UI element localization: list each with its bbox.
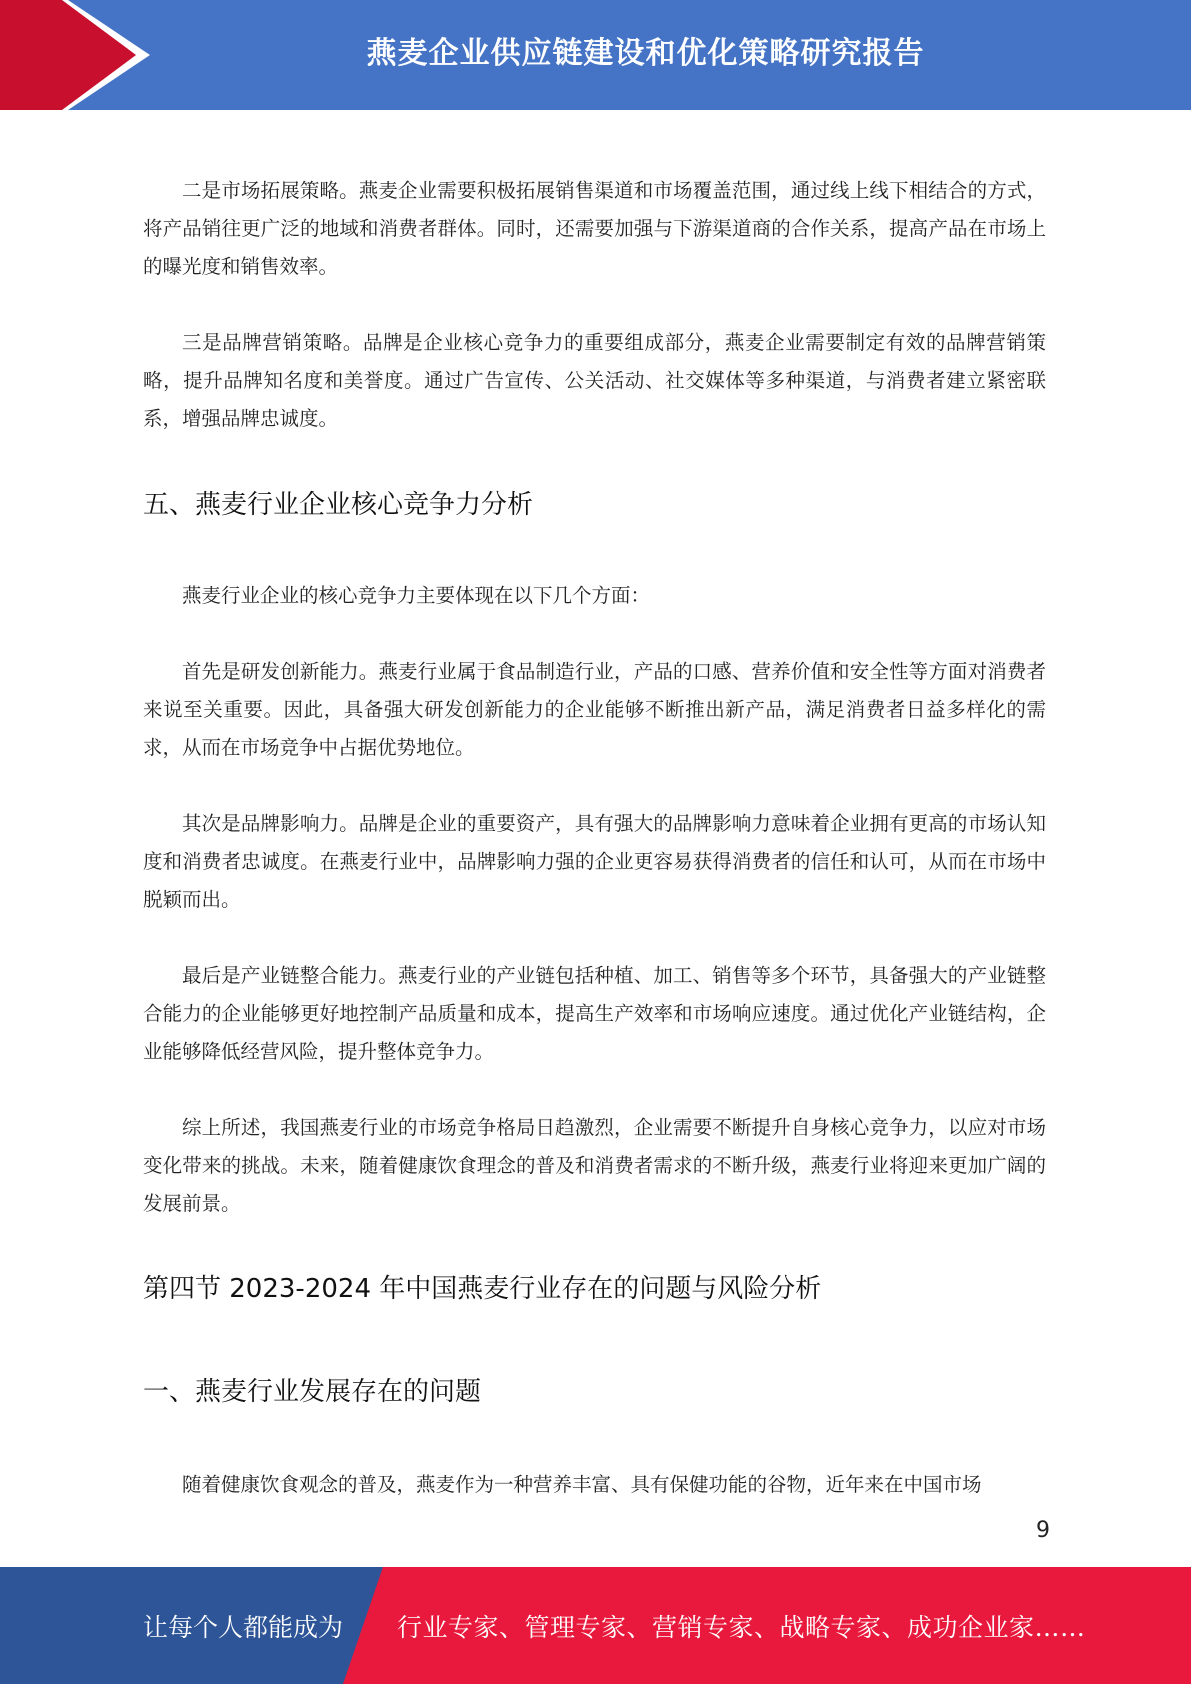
- paragraph-industry-chain: 最后是产业链整合能力。燕麦行业的产业链包括种植、加工、销售等多个环节，具备强大的产业链整合能力的企业能够更好地控制产品质量和成本，提高生产效率和市场响应速度。通过优化产业链结构，企业能够降低经营风险，提升整体竞争力。: [143, 964, 1046, 1063]
- footer-slogan-left: 让每个人都能成为: [143, 1612, 344, 1642]
- page-number: 9: [1036, 1518, 1050, 1543]
- paragraph-market-strategy: 二是市场拓展策略。燕麦企业需要积极拓展销售渠道和市场覆盖范围，通过线上线下相结合的方式，将产品销往更广泛的地域和消费者群体。同时，还需要加强与下游渠道商的合作关系，提高产品在市场上的曝光度和销售效率。: [143, 179, 1046, 278]
- paragraph-brand-strategy: 三是品牌营销策略。品牌是企业核心竞争力的重要组成部分，燕麦企业需要制定有效的品牌营销策略，提升品牌知名度和美誉度。通过广告宣传、公关活动、社交媒体等多种渠道，与消费者建立紧密联系，增强品牌忠诚度。: [143, 331, 1046, 430]
- report-title: 燕麦企业供应链建设和优化策略研究报告: [366, 36, 925, 71]
- section-heading-problems: 一、燕麦行业发展存在的问题: [143, 1377, 482, 1407]
- footer-slogan-right: 行业专家、管理专家、营销专家、战略专家、成功企业家……: [397, 1612, 1086, 1642]
- chapter-heading-section-four: 第四节 2023-2024 年中国燕麦行业存在的问题与风险分析: [143, 1274, 822, 1304]
- header-banner: [0, 0, 1191, 110]
- paragraph-problems-intro: 随着健康饮食观念的普及，燕麦作为一种营养丰富、具有保健功能的谷物，近年来在中国市场: [182, 1473, 982, 1496]
- footer-banner: [0, 1567, 1191, 1684]
- paragraph-rnd: 首先是研发创新能力。燕麦行业属于食品制造行业，产品的口感、营养价值和安全性等方面对消费者来说至关重要。因此，具备强大研发创新能力的企业能够不断推出新产品，满足消费者日益多样化的需求，从而在市场竞争中占据优势地位。: [143, 660, 1046, 759]
- paragraph-intro: 燕麦行业企业的核心竞争力主要体现在以下几个方面：: [182, 584, 651, 607]
- arrow-tab-icon: [0, 0, 150, 110]
- paragraph-summary: 综上所述，我国燕麦行业的市场竞争格局日趋激烈，企业需要不断提升自身核心竞争力，以应对市场变化带来的挑战。未来，随着健康饮食理念的普及和消费者需求的不断升级，燕麦行业将迎来更加广阔的发展前景。: [143, 1116, 1046, 1215]
- section-heading-core-competitiveness: 五、燕麦行业企业核心竞争力分析: [143, 490, 534, 520]
- paragraph-brand-influence: 其次是品牌影响力。品牌是企业的重要资产，具有强大的品牌影响力意味着企业拥有更高的市场认知度和消费者忠诚度。在燕麦行业中，品牌影响力强的企业更容易获得消费者的信任和认可，从而在市场中脱颖而出。: [143, 812, 1046, 911]
